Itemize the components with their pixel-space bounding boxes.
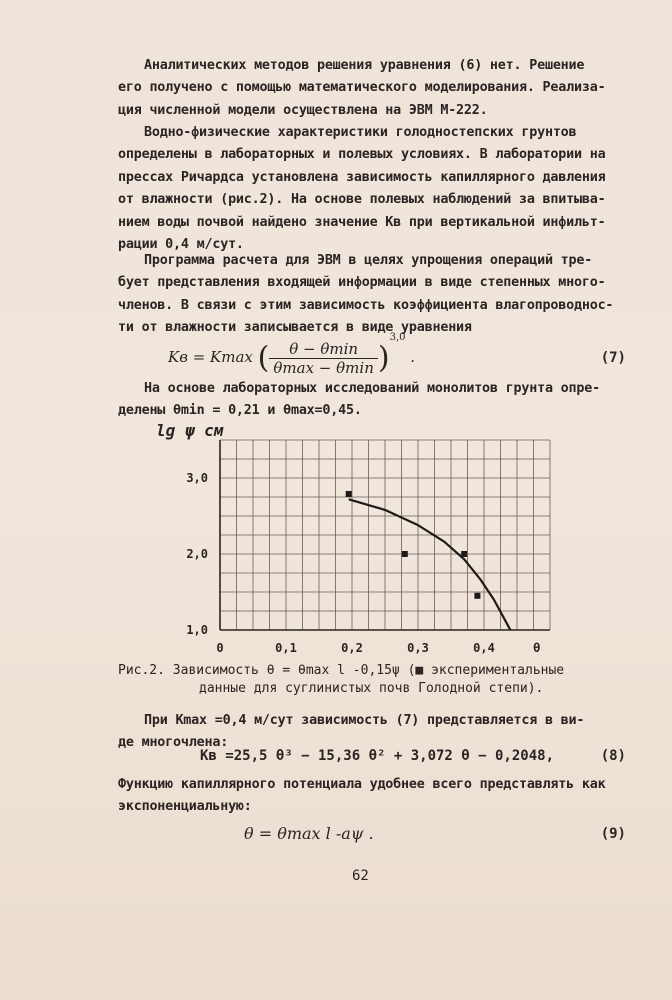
- text-line: Аналитических методов решения уравнения (6) нет. Решение: [144, 58, 585, 73]
- text-line: прессах Ричардса установлена зависимость капиллярного давления: [118, 169, 606, 185]
- x-tick-label: 0: [216, 641, 224, 655]
- paragraph-2: [118, 122, 630, 256]
- equation-8: Kв =25,5 θ³ − 15,36 θ² + 3,072 θ − 0,2048,: [200, 748, 555, 764]
- text-line: При Kmax =0,4 м/сут зависимость (7) представляется в ви-: [144, 713, 585, 728]
- fitted-curve: [349, 499, 511, 630]
- text-line: рации 0,4 м/сут.: [118, 237, 244, 253]
- text-line: Программа расчета для ЭВМ в целях упрощения операций тре-: [144, 253, 593, 268]
- data-point: [402, 551, 408, 557]
- text-line: бует представления входящей информации в виде степенных много-: [118, 275, 606, 291]
- text-line: его получено с помощью математического моделирования. Реализа-: [118, 80, 606, 96]
- text-line: Водно-физические характеристики голодностепских грунтов: [144, 125, 577, 140]
- equation-exponent: 3,0: [389, 332, 406, 343]
- fraction-denominator: θmax − θmin: [273, 358, 374, 377]
- x-tick-label: 0,3: [407, 641, 429, 655]
- y-tick-label: 2,0: [186, 547, 208, 561]
- text-line: нием воды почвой найдено значение Kв при вертикальной инфильт-: [118, 214, 606, 230]
- equation-7: Kв = Kmax ( $\frac{\theta - \theta\min}{\theta\max - \theta\min}$ )$^{3,0}$ .: [168, 332, 416, 377]
- paragraph-6: [118, 774, 630, 819]
- equation-lhs: Kв = Kmax: [168, 348, 253, 366]
- equation-9-number: (9): [600, 826, 626, 842]
- caption-line: Рис.2. Зависимость θ = θmax l -0,15ψ (■ экспериментальные: [118, 663, 565, 678]
- data-point: [346, 491, 352, 497]
- paragraph-4: [118, 378, 630, 423]
- figure-2-chart: [150, 420, 570, 660]
- chart-points: [346, 491, 481, 599]
- data-point: [461, 551, 467, 557]
- caption-line: данные для суглинистых почв Голодной степи).: [199, 681, 544, 696]
- text-line: На основе лабораторных исследований монолитов грунта опре-: [144, 381, 600, 396]
- y-tick-label: 1,0: [186, 623, 208, 637]
- text-line: Функцию капиллярного потенциала удобнее всего представлять как: [118, 777, 606, 792]
- x-tick-label: θ: [533, 641, 541, 655]
- text-line: ти от влажности записывается в виде уравнения: [118, 320, 472, 336]
- text-line: ция численной модели осуществлена на ЭВМ М-222.: [118, 102, 488, 118]
- x-tick-label: 0,4: [473, 641, 495, 655]
- chart-ticks: [186, 471, 540, 655]
- x-tick-label: 0,2: [341, 641, 363, 655]
- equation-7-number: (7): [600, 350, 626, 366]
- chart-grid: [220, 440, 550, 630]
- figure-caption: [118, 662, 638, 698]
- paren-open: (: [257, 340, 270, 376]
- equation-fraction: [269, 340, 377, 377]
- x-tick-label: 0,1: [275, 641, 297, 655]
- page-number: 62: [352, 868, 369, 884]
- text-line: определены в лабораторных и полевых условиях. В лаборатории на: [118, 147, 606, 163]
- data-point: [474, 593, 480, 599]
- fraction-numerator: θ − θmin: [269, 340, 377, 359]
- text-line: от влажности (рис.2). На основе полевых наблюдений за впитыва-: [118, 192, 606, 208]
- equation-9: θ = θmax l -aψ .: [244, 824, 374, 843]
- text-line: делены θmin = 0,21 и θmax=0,45.: [118, 403, 362, 419]
- paragraph-1: [118, 55, 630, 122]
- paragraph-3: [118, 250, 630, 340]
- y-axis-label: lg ψ см: [156, 421, 224, 440]
- text-line: де многочлена:: [118, 735, 229, 751]
- equation-8-number: (8): [600, 748, 626, 764]
- y-tick-label: 3,0: [186, 471, 208, 485]
- paren-close: ): [377, 340, 390, 376]
- chart-curve: [349, 499, 511, 630]
- text-line: экспоненциальную:: [118, 799, 252, 815]
- text-line: членов. В связи с этим зависимость коэффициента влагопроводнос-: [118, 297, 614, 313]
